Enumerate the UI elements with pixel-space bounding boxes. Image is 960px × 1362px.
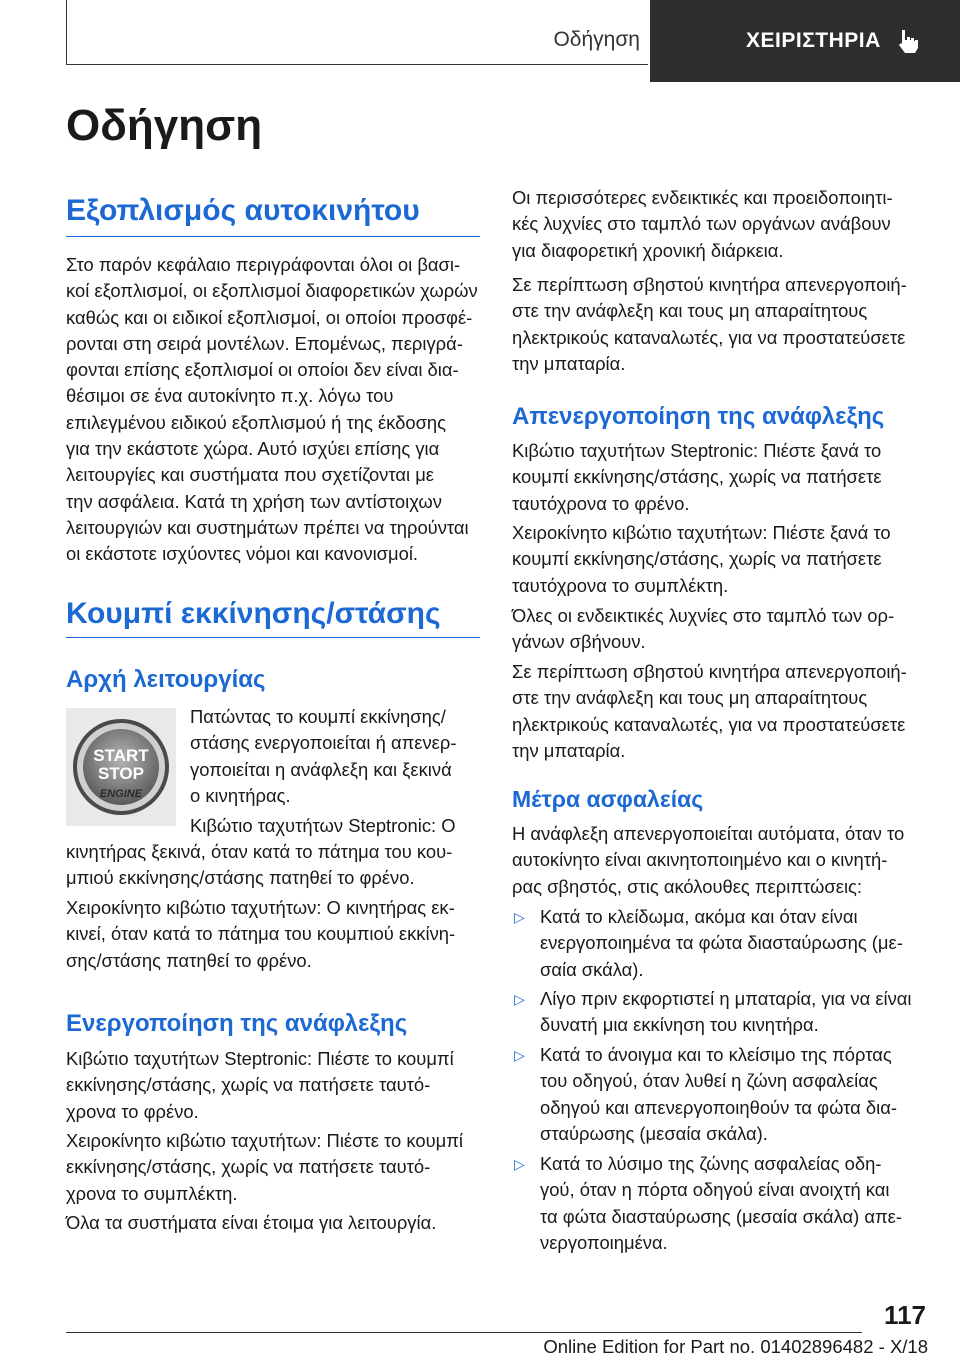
pointing-hand-icon — [897, 28, 919, 54]
header-bottom-rule — [66, 64, 648, 65]
bullet-triangle-icon: ▷ — [514, 1156, 525, 1172]
paragraph-off-lights: Όλες οι ενδεικτικές λυχνίες στο ταμπλό των ορ‐ γάνων σβήνουν. — [512, 605, 895, 653]
list-item: ▷ Κατά το κλείδωμα, ακόμα και όταν είναι ενεργοποιημένα τα φώτα διασταύρωσης (με‐ σαία σκάλα). — [514, 906, 903, 980]
heading-rule — [66, 236, 480, 237]
header-left-rule — [66, 0, 67, 64]
paragraph-manual: Χειροκίνητο κιβώτιο ταχυτήτων: Ο κινητήρας εκ‐ κινεί, όταν κατά το πάτημα του κουμπιού εκκίνη‐ σης/στάσης πατηθεί το φρένο. — [66, 897, 456, 971]
paragraph-on-ready: Όλα τα συστήματα είναι έτοιμα για λειτουργία. — [66, 1212, 437, 1233]
header-section-title: Οδήγηση — [553, 28, 640, 51]
start-stop-button-image — [66, 708, 176, 826]
bullet-triangle-icon: ▷ — [514, 1047, 525, 1063]
heading-safety: Μέτρα ασφαλείας — [512, 786, 704, 812]
paragraph-safety: Η ανάφλεξη απενεργοποιείται αυτόματα, όταν το αυτοκίνητο είναι ακινητοποιημένο και ο κινητή‐ ρας σβηστός, στις ακόλουθες περιπτώσεις: — [512, 823, 905, 897]
heading-vehicle-equipment: Εξοπλισμός αυτοκινήτου — [66, 194, 420, 227]
heading-principle: Αρχή λειτουργίας — [66, 666, 266, 693]
footer-rule — [66, 1332, 862, 1333]
paragraph-off-manual: Χειροκίνητο κιβώτιο ταχυτήτων: Πιέστε ξανά το κουμπί εκκίνησης/στάσης, χωρίς να πατήσετε ταυτόχρονα το συμπλέκτη. — [512, 522, 891, 596]
heading-ignition-on: Ενεργοποίηση της ανάφλεξης — [66, 1010, 408, 1037]
paragraph-on-steptronic: Κιβώτιο ταχυτήτων Steptronic: Πιέστε το κουμπί εκκίνησης/στάσης, χωρίς να πατήσετε ταυτό‐ χρονα το φρένο. — [66, 1048, 454, 1122]
header-chapter-label: ΧΕΙΡΙΣΤΗΡΙΑ — [746, 29, 881, 52]
paragraph-equipment: Στο παρόν κεφάλαιο περιγράφονται όλοι οι βασι‐ κοί εξοπλισμοί, οι εξοπλισμοί διαφορετικών χωρών καθώς και οι ειδικοί εξοπλισμοί, οι οποίοι προσφέ‐ ρονται στη σειρά μοντέλων. Επομένως, περιγρά‐ φονται επίσης εξοπλισμοί οι οποίοι δεν είναι δια‐ θέσιμοι σε ένα αυτοκίνητο π.χ. λόγω του επιλεγμένου ειδικού εξοπλισμού ή της έκδοσης για την εκάστοτε χώρα. Αυτό ισχύει επίσης για λειτουργίες και συστήματα που σχετίζονται με την ασφάλεια. Κατά τη χρήση των αντίστοιχων λειτουργιών και συστημάτων πρέπει να τηρούνται οι εκάστοτε ισχύοντες νόμοι και κανονισμοί. — [66, 254, 478, 565]
list-item: ▷ Λίγο πριν εκφορτιστεί η μπαταρία, για να είναι δυνατή μια εκκίνηση του κινητήρα. — [514, 988, 912, 1036]
paragraph-engine-off: Σε περίπτωση σβηστού κινητήρα απενεργοποιή‐ στε την ανάφλεξη και τους μη απαραίτητους ηλεκτρικούς καταναλωτές, για να προστατεύσετε την μπαταρία. — [512, 274, 907, 374]
paragraph-indicators: Οι περισσότερες ενδεικτικές και προειδοποιητι‐ κές λυχνίες στο ταμπλό των οργάνων ανάβουν για διαφορετική χρονική διάρκεια. — [512, 187, 893, 261]
paragraph-steptronic-line1: Κιβώτιο ταχυτήτων Steptronic: Ο — [190, 815, 456, 836]
paragraph-principle: Πατώντας το κουμπί εκκίνησης/ στάσης ενεργοποιείται ή απενερ‐ γοποιείται η ανάφλεξη και ξεκινά ο κινητήρας. — [190, 706, 457, 806]
bullet-triangle-icon: ▷ — [514, 991, 525, 1007]
button-image-engine: ENGINE — [99, 788, 143, 800]
paragraph-off-engine: Σε περίπτωση σβηστού κινητήρα απενεργοποιή‐ στε την ανάφλεξη και τους μη απαραίτητους ηλεκτρικούς καταναλωτές, για να προστατεύσετε την μπαταρία. — [512, 661, 907, 761]
list-item: ▷ Κατά το λύσιμο της ζώνης ασφαλείας οδη‐ γού, όταν η πόρτα οδηγού είναι ανοιχτή και τα φώτα διασταύρωσης (μεσαία σκάλα) απε‐ νεργοποιημένα. — [514, 1153, 902, 1253]
header-chapter-tab[interactable] — [650, 0, 960, 82]
footer-edition-text: Online Edition for Part no. 01402896482 - X/18 — [543, 1336, 928, 1357]
bullet-triangle-icon: ▷ — [514, 909, 525, 925]
page-title: Οδήγηση — [66, 101, 263, 150]
button-image-stop: STOP — [98, 764, 144, 783]
paragraph-off-steptronic: Κιβώτιο ταχυτήτων Steptronic: Πιέστε ξανά το κουμπί εκκίνησης/στάσης, χωρίς να πατήσετε ταυτόχρονα το φρένο. — [512, 440, 882, 514]
paragraph-on-manual: Χειροκίνητο κιβώτιο ταχυτήτων: Πιέστε το κουμπί εκκίνησης/στάσης, χωρίς να πατήσετε ταυτό‐ χρονα το συμπλέκτη. — [66, 1130, 464, 1204]
button-image-start: START — [93, 746, 149, 765]
heading-rule — [66, 637, 480, 638]
heading-start-stop-button: Κουμπί εκκίνησης/στάσης — [66, 597, 441, 630]
paragraph-steptronic: κινητήρας ξεκινά, όταν κατά το πάτημα του κου‐ μπιού εκκίνησης/στάσης πατηθεί το φρένο. — [66, 841, 453, 889]
heading-ignition-off: Απενεργοποίηση της ανάφλεξης — [512, 403, 885, 430]
page-number: 117 — [884, 1300, 926, 1330]
list-item: ▷ Κατά το άνοιγμα και το κλείσιμο της πόρτας του οδηγού, όταν λυθεί η ζώνη ασφαλείας οδηγού και απενεργοποιηθούν τα φώτα δια‐ σταύρωσης (μεσαία σκάλα). — [514, 1044, 898, 1144]
